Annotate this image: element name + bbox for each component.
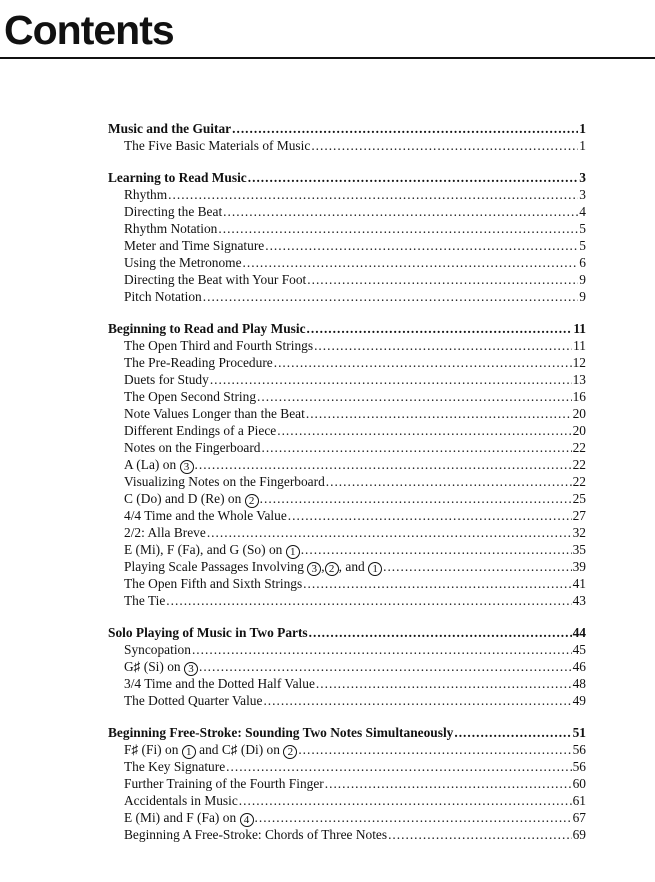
string-number-icon: 2	[325, 562, 339, 576]
toc-entry[interactable]	[108, 758, 586, 775]
toc-entry[interactable]	[108, 658, 586, 675]
toc-entry[interactable]	[108, 288, 586, 305]
toc-entry-label: Pitch Notation	[124, 289, 202, 304]
toc-page-number: 56	[572, 759, 586, 774]
toc-entry-label: The Dotted Quarter Value	[124, 693, 263, 708]
toc-section	[108, 624, 586, 709]
string-number-icon: 2	[283, 745, 297, 759]
dot-leader	[306, 405, 572, 422]
toc-entry-label: 3/4 Time and the Dotted Half Value	[124, 676, 315, 691]
dot-leader	[274, 354, 572, 371]
toc-page-number: 61	[572, 793, 586, 808]
dot-leader	[314, 337, 572, 354]
dot-leader	[218, 220, 578, 237]
toc-entry-label: The Key Signature	[124, 759, 226, 774]
toc-entry[interactable]	[108, 558, 586, 575]
dot-leader	[255, 809, 572, 826]
dot-leader	[199, 658, 572, 675]
toc-entry[interactable]	[108, 237, 586, 254]
toc-page-number: 3	[579, 187, 586, 202]
dot-leader	[210, 371, 572, 388]
toc-page-number: 16	[572, 389, 586, 404]
toc-entry-label: The Open Fifth and Sixth Strings	[124, 576, 303, 591]
page-title: Contents	[4, 7, 174, 53]
dot-leader	[166, 592, 571, 609]
toc-page-number: 32	[572, 525, 586, 540]
string-number-icon: 3	[307, 562, 321, 576]
toc-entry-label: Directing the Beat with Your Foot	[124, 272, 307, 287]
toc-entry[interactable]	[108, 254, 586, 271]
toc-entry[interactable]	[108, 524, 586, 541]
toc-page-number: 22	[572, 457, 586, 472]
dot-leader	[195, 456, 572, 473]
string-number-icon: 4	[240, 813, 254, 827]
toc-page-number: 48	[572, 676, 586, 691]
toc-entry-label: The Tie	[124, 593, 166, 608]
toc-page-number: 9	[579, 272, 586, 287]
toc-section-heading[interactable]	[108, 120, 586, 137]
dot-leader	[168, 186, 578, 203]
dot-leader	[257, 388, 572, 405]
toc-section-heading[interactable]	[108, 320, 586, 337]
string-number-icon: 3	[184, 662, 198, 676]
toc-entry-label: Accidentals in Music	[124, 793, 238, 808]
toc-entry[interactable]	[108, 137, 586, 154]
toc-entry[interactable]	[108, 354, 586, 371]
dot-leader	[260, 490, 572, 507]
toc-page-number: 25	[572, 491, 586, 506]
toc-entry[interactable]	[108, 220, 586, 237]
toc-entry[interactable]	[108, 792, 586, 809]
dot-leader	[311, 137, 578, 154]
toc-entry-label: Beginning Free-Stroke: Sounding Two Notes Simultaneously	[108, 725, 454, 740]
toc-page-number: 1	[579, 121, 586, 136]
dot-leader	[325, 775, 572, 792]
dot-leader	[277, 422, 571, 439]
toc-page-number: 69	[572, 827, 586, 842]
toc-entry-label: The Open Second String	[124, 389, 257, 404]
dot-leader	[263, 692, 571, 709]
toc-entry-label: The Five Basic Materials of Music	[124, 138, 311, 153]
dot-leader	[303, 575, 571, 592]
toc-entry-label: Using the Metronome	[124, 255, 242, 270]
toc-entry[interactable]	[108, 692, 586, 709]
toc-entry[interactable]	[108, 473, 586, 490]
toc-entry[interactable]	[108, 203, 586, 220]
toc-entry-label: Duets for Study	[124, 372, 209, 387]
dot-leader	[309, 624, 572, 641]
string-number-icon: 2	[245, 494, 259, 508]
toc-page-number: 9	[579, 289, 586, 304]
toc-entry-label: Visualizing Notes on the Fingerboard	[124, 474, 325, 489]
toc-entry-label: A (La) on 3	[124, 456, 194, 474]
toc-page-number: 11	[573, 321, 586, 336]
toc-entry-label: G♯ (Si) on 3	[124, 658, 198, 676]
toc-page-number: 45	[572, 642, 586, 657]
toc-entry-label: The Pre-Reading Procedure	[124, 355, 273, 370]
toc-entry[interactable]	[108, 405, 586, 422]
dot-leader	[239, 792, 572, 809]
dot-leader	[383, 558, 572, 575]
dot-leader	[226, 758, 571, 775]
dot-leader	[326, 473, 572, 490]
string-number-icon: 1	[368, 562, 382, 576]
toc-page-number: 27	[572, 508, 586, 523]
toc-entry-label: Notes on the Fingerboard	[124, 440, 261, 455]
toc-entry[interactable]	[108, 826, 586, 843]
toc-entry[interactable]	[108, 490, 586, 507]
toc-entry-label: Syncopation	[124, 642, 191, 657]
toc-entry-label: Note Values Longer than the Beat	[124, 406, 305, 421]
toc-entry-label: The Open Third and Fourth Strings	[124, 338, 314, 353]
dot-leader	[207, 524, 572, 541]
toc-entry-label: F♯ (Fi) on 1 and C♯ (Di) on 2	[124, 741, 297, 759]
toc-section	[108, 320, 586, 609]
toc-entry-label: Beginning to Read and Play Music	[108, 321, 306, 336]
toc-entry[interactable]	[108, 809, 586, 826]
dot-leader	[388, 826, 572, 843]
toc-entry[interactable]	[108, 741, 586, 758]
toc-entry[interactable]	[108, 186, 586, 203]
toc-page-number: 67	[572, 810, 586, 825]
toc-entry[interactable]	[108, 592, 586, 609]
toc-entry-label: Learning to Read Music	[108, 170, 247, 185]
toc-entry-label: Rhythm Notation	[124, 221, 218, 236]
toc-section	[108, 169, 586, 305]
toc-page-number: 22	[572, 440, 586, 455]
toc-page-number: 46	[572, 659, 586, 674]
toc-section-heading[interactable]	[108, 724, 586, 741]
dot-leader	[248, 169, 579, 186]
toc-entry[interactable]	[108, 675, 586, 692]
toc-page-number: 11	[573, 338, 586, 353]
dot-leader	[288, 507, 572, 524]
toc-entry-label: Further Training of the Fourth Finger	[124, 776, 324, 791]
string-number-icon: 3	[180, 460, 194, 474]
dot-leader	[316, 675, 572, 692]
toc-entry[interactable]	[108, 422, 586, 439]
toc-entry[interactable]	[108, 456, 586, 473]
dot-leader	[192, 641, 572, 658]
string-number-icon: 1	[286, 545, 300, 559]
toc-page-number: 6	[579, 255, 586, 270]
toc-entry-label: Playing Scale Passages Involving 3 , 2 , and 1	[124, 558, 382, 576]
toc-page-number: 51	[572, 725, 586, 740]
dot-leader	[203, 288, 579, 305]
toc-page-number: 49	[572, 693, 586, 708]
toc-page-number: 5	[579, 238, 586, 253]
toc-section-heading[interactable]	[108, 169, 586, 186]
toc-page-number: 56	[572, 742, 586, 757]
dot-leader	[307, 271, 578, 288]
toc-page-number: 12	[572, 355, 586, 370]
toc-entry-label: Beginning A Free-Stroke: Chords of Three Notes	[124, 827, 388, 842]
toc-page-number: 41	[572, 576, 586, 591]
toc-entry-label: Solo Playing of Music in Two Parts	[108, 625, 308, 640]
toc-entry-label: Music and the Guitar	[108, 121, 232, 136]
toc-entry[interactable]	[108, 507, 586, 524]
toc-entry-label: Meter and Time Signature	[124, 238, 265, 253]
dot-leader	[232, 120, 578, 137]
toc-entry-label: Rhythm	[124, 187, 168, 202]
dot-leader	[243, 254, 579, 271]
toc-section	[108, 724, 586, 843]
dot-leader	[454, 724, 571, 741]
table-of-contents	[108, 120, 586, 858]
dot-leader	[301, 541, 572, 558]
toc-entry-label: 4/4 Time and the Whole Value	[124, 508, 287, 523]
toc-entry[interactable]	[108, 271, 586, 288]
toc-entry[interactable]	[108, 371, 586, 388]
title-rule	[0, 57, 655, 59]
toc-page-number: 20	[572, 423, 586, 438]
toc-entry[interactable]	[108, 439, 586, 456]
toc-entry-label: Different Endings of a Piece	[124, 423, 277, 438]
toc-page-number: 1	[579, 138, 586, 153]
toc-section	[108, 120, 586, 154]
toc-entry[interactable]	[108, 337, 586, 354]
toc-page-number: 39	[572, 559, 586, 574]
toc-page-number: 60	[572, 776, 586, 791]
toc-entry[interactable]	[108, 775, 586, 792]
toc-entry-label: C (Do) and D (Re) on 2	[124, 490, 259, 508]
toc-entry-label: E (Mi) and F (Fa) on 4	[124, 809, 254, 827]
toc-entry[interactable]	[108, 388, 586, 405]
toc-entry-label: Directing the Beat	[124, 204, 223, 219]
toc-page-number: 13	[572, 372, 586, 387]
toc-page-number: 35	[572, 542, 586, 557]
dot-leader	[265, 237, 578, 254]
toc-page-number: 22	[572, 474, 586, 489]
toc-entry-label: E (Mi), F (Fa), and G (So) on 1	[124, 541, 300, 559]
dot-leader	[307, 320, 573, 337]
toc-page-number: 4	[579, 204, 586, 219]
toc-entry-label: 2/2: Alla Breve	[124, 525, 206, 540]
toc-page-number: 5	[579, 221, 586, 236]
toc-page-number: 43	[572, 593, 586, 608]
toc-page-number: 20	[572, 406, 586, 421]
dot-leader	[223, 203, 578, 220]
toc-entry[interactable]	[108, 641, 586, 658]
dot-leader	[298, 741, 571, 758]
toc-page-number: 3	[579, 170, 586, 185]
toc-section-heading[interactable]	[108, 624, 586, 641]
string-number-icon: 1	[182, 745, 196, 759]
dot-leader	[261, 439, 571, 456]
toc-page-number: 44	[572, 625, 586, 640]
toc-entry[interactable]	[108, 541, 586, 558]
toc-entry[interactable]	[108, 575, 586, 592]
